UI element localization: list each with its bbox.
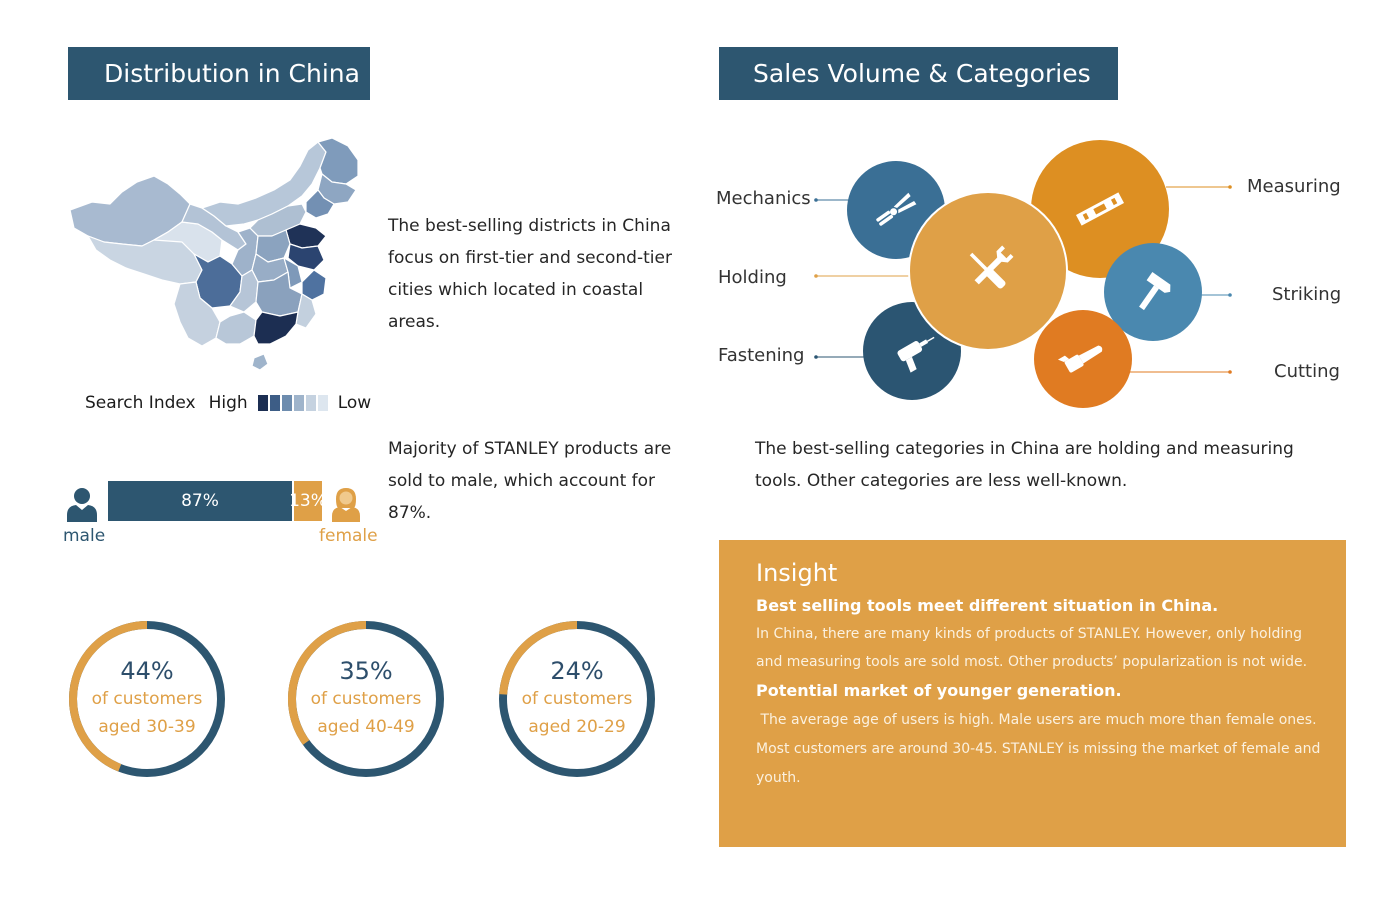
female-share-label: 13% (289, 491, 327, 511)
age-donut-prefix: aged (528, 717, 577, 737)
male-icon (65, 486, 99, 522)
legend-swatch-4 (294, 395, 304, 411)
female-icon (330, 486, 362, 522)
age-donut-line2 (67, 713, 227, 741)
search-index-legend (85, 392, 371, 414)
male-share-label: 87% (181, 491, 219, 511)
china-map (62, 132, 372, 387)
gender-bar (108, 481, 327, 521)
insight-point1-text: In China, there are many kinds of products of STANLEY. However, only holding and measuring tools are sold most. Other products’ popularization is not wide. (756, 626, 1308, 670)
region-guangxi (216, 312, 256, 344)
region-guangdong (254, 312, 298, 344)
legend-low-label: Low (337, 393, 372, 413)
insight-point1-title: Best selling tools meet different situation in China. (756, 596, 1219, 615)
age-donut-pct: 44% (120, 657, 174, 685)
age-donut-line2 (286, 713, 446, 741)
insight-point2-title: Potential market of younger generation. (756, 681, 1122, 700)
region-hainan (252, 354, 268, 370)
category-label-measuring: Measuring (1247, 176, 1341, 197)
legend-swatch-2 (270, 395, 280, 411)
category-label-holding: Holding (718, 267, 787, 288)
age-donut-line2 (497, 713, 657, 741)
legend-swatch-3 (282, 395, 292, 411)
category-label-striking: Striking (1272, 284, 1342, 305)
age-donut-text (67, 657, 227, 741)
age-donut-line1: of customers (310, 689, 422, 709)
insight-box (719, 540, 1346, 847)
categories-summary: The best-selling categories in China are holding and measuring tools. Other categories are less well-known. (755, 439, 1294, 491)
age-donut-line1: of customers (521, 689, 633, 709)
age-donut-range: 20-29 (576, 717, 626, 737)
male-label: male (63, 526, 106, 546)
age-donut-pct: 24% (550, 657, 604, 685)
age-donut-pct: 35% (339, 657, 393, 685)
legend-swatches (258, 395, 328, 411)
age-donut-text (497, 657, 657, 741)
insight-point2-text: The average age of users is high. Male users are much more than female ones. Most customers are around 30-45. STANLEY is missing the market of female and youth. (756, 712, 1325, 786)
gender-description: Majority of STANLEY products are sold to male, which account for 87%. (388, 439, 672, 523)
male-share-bar (108, 481, 292, 521)
category-label-fastening: Fastening (718, 345, 805, 366)
distribution-heading (68, 47, 370, 100)
sales-heading (719, 47, 1118, 100)
age-donut-1 (67, 619, 227, 779)
age-donut-3 (497, 619, 657, 779)
age-donut-line1: of customers (91, 689, 203, 709)
age-donut-2 (286, 619, 446, 779)
category-label-mechanics: Mechanics (716, 188, 811, 209)
map-description: The best-selling districts in China focus on first-tier and second-tier cities which located in coastal areas. (388, 216, 672, 332)
age-donut-range: 30-39 (146, 717, 196, 737)
distribution-heading-text: Distribution in China (104, 59, 360, 88)
legend-swatch-5 (306, 395, 316, 411)
category-label-cutting: Cutting (1274, 361, 1340, 382)
female-share-bar (289, 481, 327, 521)
insight-title: Insight (756, 559, 838, 587)
legend-title: Search Index (85, 393, 196, 413)
age-donut-prefix: aged (98, 717, 147, 737)
legend-swatch-6 (318, 395, 328, 411)
sales-heading-text: Sales Volume & Categories (753, 59, 1091, 88)
age-donut-range: 40-49 (365, 717, 415, 737)
legend-high-label: High (208, 393, 248, 413)
category-bubbles (700, 130, 1360, 420)
female-label: female (319, 526, 378, 546)
age-donut-text (286, 657, 446, 741)
age-donut-prefix: aged (317, 717, 366, 737)
legend-swatch-1 (258, 395, 268, 411)
